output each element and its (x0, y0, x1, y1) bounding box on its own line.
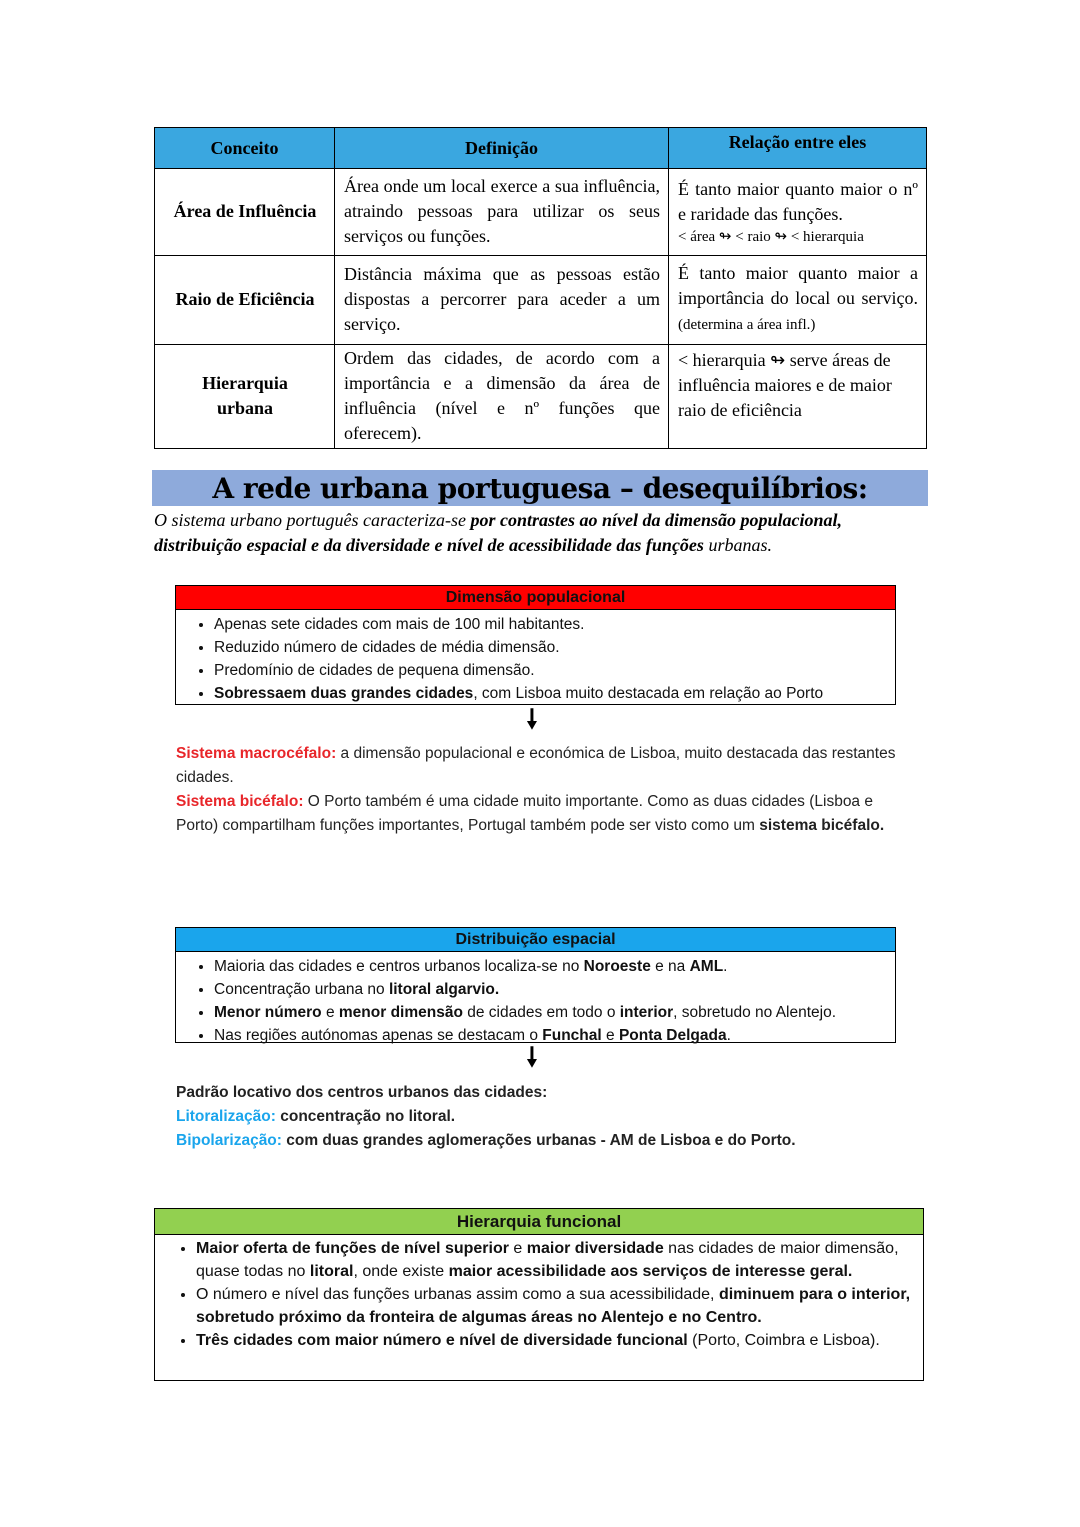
bicephalic-text: O Porto também é uma cidade muito importante. Como as duas cidades (Lisboa e Porto) compartilham funções importantes, Portugal também pode ser visto como um (176, 793, 873, 834)
list-item (196, 1329, 911, 1352)
littoralization-text: concentração no litoral. (275, 1108, 456, 1125)
table-row (155, 345, 927, 449)
list-item-bold: litoral (309, 1263, 354, 1280)
list-item-bold: diminuem para o interior, sobretudo próximo da fronteira de algumas áreas no Alentejo e no Centro. (196, 1286, 911, 1326)
table-row (155, 256, 927, 345)
littoralization-label: Litoralização: (176, 1108, 276, 1125)
relation-cell (669, 256, 927, 345)
list-item (196, 1237, 911, 1283)
down-arrow-icon: 🠗 (526, 1043, 538, 1073)
population-box (175, 585, 896, 705)
concept-line: urbana (216, 398, 274, 418)
list-item-text: Concentração urbana no (214, 981, 389, 998)
list-item-text: e na (650, 958, 690, 975)
list-item-bold: litoral algarvio. (388, 981, 500, 998)
header-conceito: Conceito (155, 128, 335, 169)
pattern-heading: Padrão locativo dos centros urbanos das cidades: (176, 1084, 548, 1101)
table-header-row (155, 128, 927, 169)
population-notes (176, 742, 896, 838)
list-item: • Apenas sete cidades com mais de 100 mil habitantes. (214, 613, 895, 636)
bipolarization-label: Bipolarização: (176, 1132, 282, 1149)
list-item-bold: maior acessibilidade aos serviços de interesse geral. (448, 1263, 853, 1280)
relation-text: É tanto maior quanto maior a importância do local ou serviço. (678, 263, 918, 308)
population-list (176, 610, 895, 705)
list-item-bold: Menor número (214, 1004, 322, 1021)
list-item-text: e (508, 1240, 527, 1257)
list-item-text: , sobretudo no Alentejo. (673, 1004, 837, 1021)
list-item-text: , com Lisboa muito destacada em relação ao Porto (473, 685, 824, 702)
definition-cell: Ordem das cidades, de acordo com a importância e a dimensão da área de influência (nível e nº funções que oferecem). (335, 345, 669, 449)
list-item-bold: Três cidades com maior número e nível de diversidade funcional (196, 1332, 688, 1349)
list-item-bold: Noroeste (583, 958, 651, 975)
concept-table (154, 127, 927, 449)
list-item-bold: interior (619, 1004, 674, 1021)
list-item (214, 978, 895, 1001)
concept-cell: Área de Influência (155, 169, 335, 256)
definition-cell: Distância máxima que as pessoas estão dispostas a percorrer para aceder a um serviço. (335, 256, 669, 345)
list-item-text: e (321, 1004, 339, 1021)
distribution-box-title: Distribuição espacial (176, 928, 895, 952)
list-item-text: e (601, 1027, 619, 1044)
intro-text: urbanas. (703, 535, 772, 555)
functional-hierarchy-list (155, 1235, 923, 1352)
relation-note: < área ↬ < raio ↬ < hierarquia (678, 228, 864, 245)
bipolarization-text: com duas grandes aglomerações urbanas - AM de Lisboa e do Porto. (281, 1132, 796, 1149)
list-item-bold: Maior oferta de funções de nível superior (196, 1240, 509, 1257)
bicephalic-label: Sistema bicéfalo: (176, 793, 304, 810)
down-arrow-icon: 🠗 (526, 705, 538, 735)
relation-cell: < hierarquia ↬ serve áreas de influência maiores e de maior raio de eficiência (669, 345, 927, 449)
list-item (214, 1024, 895, 1047)
distribution-notes (176, 1081, 896, 1153)
list-item (214, 682, 895, 705)
functional-hierarchy-box-title: Hierarquia funcional (155, 1209, 923, 1235)
list-item-text: , onde existe (353, 1263, 449, 1280)
table-row (155, 169, 927, 256)
section-heading: A rede urbana portuguesa – desequilíbrios: (152, 470, 928, 506)
distribution-box (175, 927, 896, 1043)
list-item (214, 955, 895, 978)
functional-hierarchy-box (154, 1208, 924, 1381)
list-item-text: . (726, 1027, 731, 1044)
list-item: • Predomínio de cidades de pequena dimensão. (214, 659, 895, 682)
concept-cell (155, 345, 335, 449)
concept-line: Hierarquia (202, 373, 288, 393)
bicephalic-bold: sistema bicéfalo. (759, 817, 885, 834)
list-item: • Reduzido número de cidades de média dimensão. (214, 636, 895, 659)
list-item-text: de cidades em todo o (462, 1004, 620, 1021)
concept-cell: Raio de Eficiência (155, 256, 335, 345)
list-item (196, 1283, 911, 1329)
relation-cell (669, 169, 927, 256)
relation-text: É tanto maior quanto maior o nº e raridade das funções. (678, 178, 918, 224)
intro-text: O sistema urbano português caracteriza-se (154, 510, 471, 530)
list-item-bold: menor dimensão (338, 1004, 463, 1021)
header-relacao: Relação entre eles (669, 128, 927, 169)
list-item-bold: Ponta Delgada (618, 1027, 727, 1044)
list-item-text: nas cidades de maior dimensão, quase todas no (196, 1240, 899, 1280)
list-item (214, 1001, 895, 1024)
intro-paragraph (154, 508, 934, 558)
list-item-text: . (723, 958, 728, 975)
relation-note: (determina a área infl.) (678, 317, 816, 333)
list-item-text: (Porto, Coimbra e Lisboa). (687, 1332, 880, 1349)
intro-bold: por contrastes ao nível da dimensão populacional, distribuição espacial e da diversidade e nível de acessibilidade das funções (154, 510, 843, 555)
list-item-bold: maior diversidade (526, 1240, 664, 1257)
list-item-text: Nas regiões autónomas apenas se destacam o (214, 1027, 543, 1044)
list-item-text: O número e nível das funções urbanas assim como a sua acessibilidade, (196, 1286, 719, 1303)
list-item-bold: Funchal (542, 1027, 602, 1044)
definition-cell: Área onde um local exerce a sua influência, atraindo pessoas para utilizar os seus serviços ou funções. (335, 169, 669, 256)
population-box-title: Dimensão populacional (176, 586, 895, 610)
list-item-text: Maioria das cidades e centros urbanos localiza-se no (214, 958, 584, 975)
macrocephalic-label: Sistema macrocéfalo: (176, 745, 337, 762)
list-item-bold: Sobressaem duas grandes cidades (214, 685, 474, 702)
header-definicao: Definição (335, 128, 669, 169)
macrocephalic-text: a dimensão populacional e económica de Lisboa, muito destacada das restantes cidades. (176, 745, 896, 786)
list-item-bold: AML (689, 958, 724, 975)
distribution-list (176, 952, 895, 1047)
